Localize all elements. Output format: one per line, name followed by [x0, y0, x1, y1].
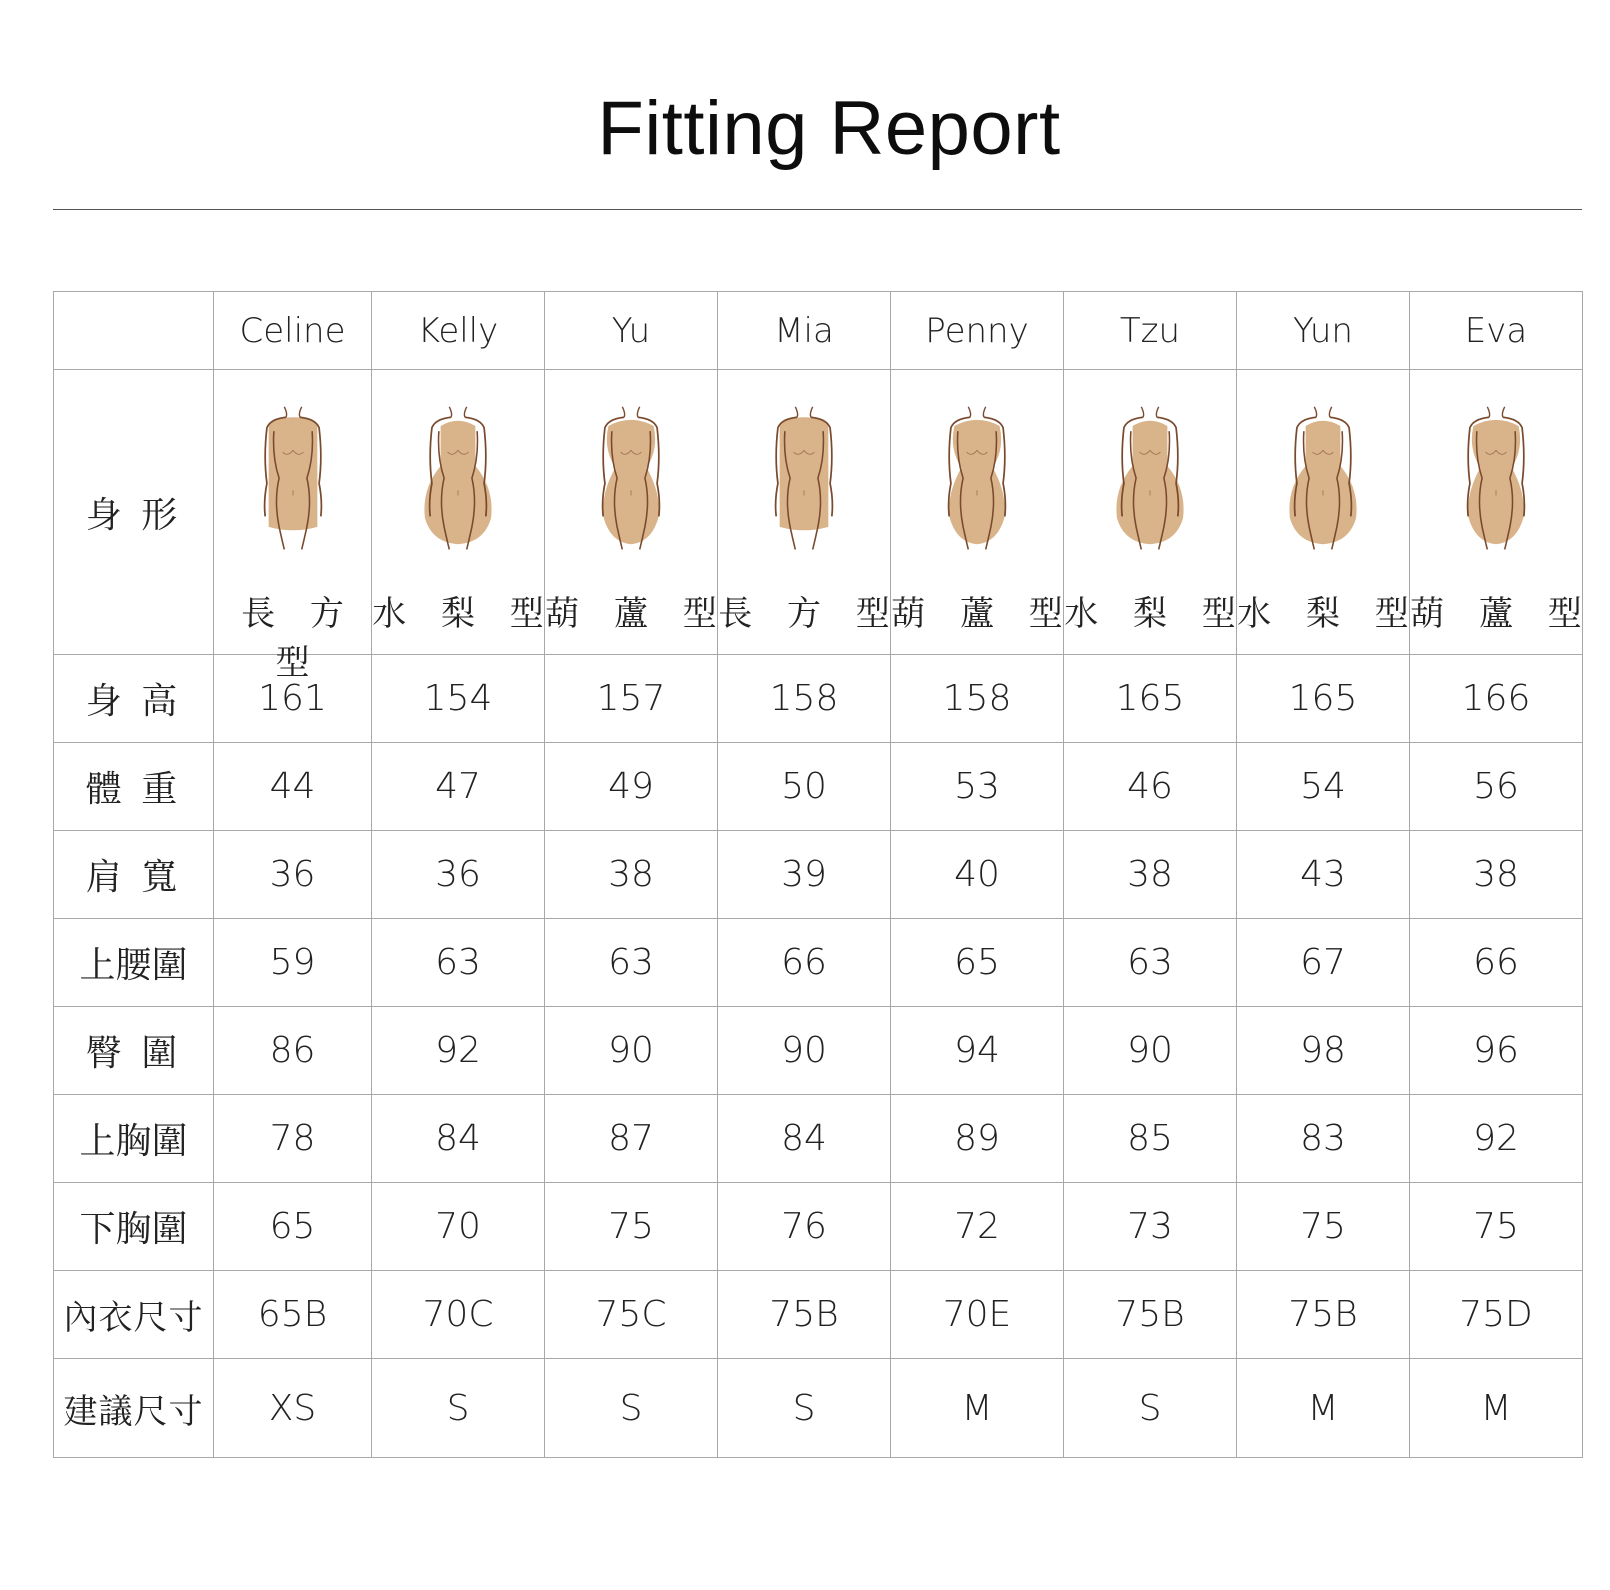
cell-upper-bust: 84: [372, 1095, 545, 1183]
cell-under-bust: 65: [214, 1183, 372, 1271]
page-title: Fitting Report: [597, 86, 1061, 171]
cell-shoulder: 38: [1410, 831, 1583, 919]
cell-shoulder: 38: [545, 831, 718, 919]
body-shape-cell: [1237, 370, 1421, 655]
row-label-upper-waist: 上腰圍: [54, 919, 214, 1007]
cell-hip: 96: [1410, 1007, 1583, 1095]
cell-upper-bust: 87: [545, 1095, 718, 1183]
cell-bra-size: 65B: [214, 1271, 372, 1359]
cell-weight: 50: [718, 743, 891, 831]
cell-height: 161: [214, 655, 372, 743]
row-label-shape: 身 形: [54, 370, 214, 655]
cell-height: 165: [1237, 655, 1410, 743]
pear-body-icon: [418, 370, 498, 568]
pear-body-icon: [1110, 370, 1190, 568]
column-header-name: Kelly: [372, 292, 545, 370]
cell-suggested-size: M: [891, 1359, 1064, 1458]
cell-hip: 94: [891, 1007, 1064, 1095]
cell-suggested-size: S: [545, 1359, 718, 1458]
body-shape-label: 水 梨 型: [1237, 594, 1421, 634]
hourglass-body-icon: [937, 370, 1017, 568]
cell-height: 165: [1064, 655, 1237, 743]
column-header-name: Mia: [718, 292, 891, 370]
body-shape-cell: [891, 370, 1075, 655]
cell-upper-waist: 63: [545, 919, 718, 1007]
cell-upper-waist: 63: [1064, 919, 1237, 1007]
cell-shoulder: 39: [718, 831, 891, 919]
body-shape-cell: [214, 370, 372, 683]
cell-upper-bust: 84: [718, 1095, 891, 1183]
column-header-name: Penny: [891, 292, 1064, 370]
cell-hip: 92: [372, 1007, 545, 1095]
cell-hip: 86: [214, 1007, 372, 1095]
cell-under-bust: 73: [1064, 1183, 1237, 1271]
cell-suggested-size: S: [372, 1359, 545, 1458]
cell-suggested-size: S: [1064, 1359, 1237, 1458]
body-shape-label: 葫 蘆 型: [1410, 594, 1594, 634]
cell-bra-size: 75D: [1410, 1271, 1583, 1359]
cell-weight: 44: [214, 743, 372, 831]
row-label-upper-bust: 上胸圍: [54, 1095, 214, 1183]
row-label-bra-size: 內衣尺寸: [54, 1271, 214, 1359]
column-header-name: Eva: [1410, 292, 1583, 370]
cell-bra-size: 70C: [372, 1271, 545, 1359]
cell-height: 157: [545, 655, 718, 743]
cell-under-bust: 72: [891, 1183, 1064, 1271]
cell-upper-waist: 67: [1237, 919, 1410, 1007]
row-label-suggested-size: 建議尺寸: [54, 1359, 214, 1458]
body-shape-cell: [1064, 370, 1248, 655]
cell-upper-bust: 89: [891, 1095, 1064, 1183]
cell-bra-size: 75B: [1064, 1271, 1237, 1359]
cell-under-bust: 75: [545, 1183, 718, 1271]
cell-under-bust: 76: [718, 1183, 891, 1271]
body-shape-cell: [372, 370, 556, 655]
column-header-name: Tzu: [1064, 292, 1237, 370]
cell-upper-waist: 66: [718, 919, 891, 1007]
cell-upper-waist: 59: [214, 919, 372, 1007]
cell-weight: 54: [1237, 743, 1410, 831]
pear-body-icon: [1283, 370, 1363, 568]
row-label-height: 身 高: [54, 655, 214, 743]
body-shape-label: 水 梨 型: [1064, 594, 1248, 634]
cell-shoulder: 38: [1064, 831, 1237, 919]
body-shape-label: 葫 蘆 型: [545, 594, 729, 634]
cell-weight: 49: [545, 743, 718, 831]
cell-suggested-size: M: [1237, 1359, 1410, 1458]
cell-shoulder: 40: [891, 831, 1064, 919]
row-label-weight: 體 重: [54, 743, 214, 831]
column-header-name: Yun: [1237, 292, 1410, 370]
row-label-under-bust: 下胸圍: [54, 1183, 214, 1271]
cell-hip: 98: [1237, 1007, 1410, 1095]
cell-under-bust: 75: [1410, 1183, 1583, 1271]
cell-weight: 56: [1410, 743, 1583, 831]
cell-upper-bust: 85: [1064, 1095, 1237, 1183]
body-shape-cell: [718, 370, 902, 655]
row-label-hip: 臀 圍: [54, 1007, 214, 1095]
column-header-name: Celine: [214, 292, 372, 370]
cell-upper-waist: 65: [891, 919, 1064, 1007]
cell-bra-size: 75B: [718, 1271, 891, 1359]
cell-height: 158: [718, 655, 891, 743]
column-header-name: Yu: [545, 292, 718, 370]
cell-height: 166: [1410, 655, 1583, 743]
row-label-shoulder: 肩 寬: [54, 831, 214, 919]
body-shape-cell: [1410, 370, 1594, 655]
cell-shoulder: 36: [372, 831, 545, 919]
body-shape-label: 葫 蘆 型: [891, 594, 1075, 634]
cell-upper-bust: 78: [214, 1095, 372, 1183]
cell-height: 158: [891, 655, 1064, 743]
hourglass-body-icon: [591, 370, 671, 568]
cell-weight: 47: [372, 743, 545, 831]
cell-upper-bust: 83: [1237, 1095, 1410, 1183]
cell-bra-size: 70E: [891, 1271, 1064, 1359]
rectangle-body-icon: [253, 370, 333, 568]
hourglass-body-icon: [1456, 370, 1536, 568]
rectangle-body-icon: [764, 370, 844, 568]
body-shape-cell: [545, 370, 729, 655]
title-divider: [53, 209, 1582, 210]
cell-shoulder: 36: [214, 831, 372, 919]
cell-shoulder: 43: [1237, 831, 1410, 919]
cell-suggested-size: S: [718, 1359, 891, 1458]
cell-bra-size: 75B: [1237, 1271, 1410, 1359]
body-shape-label: 長 方 型: [241, 594, 356, 683]
cell-hip: 90: [1064, 1007, 1237, 1095]
fitting-table: [53, 291, 1594, 1458]
cell-upper-waist: 66: [1410, 919, 1583, 1007]
cell-height: 154: [372, 655, 545, 743]
cell-hip: 90: [545, 1007, 718, 1095]
cell-weight: 46: [1064, 743, 1237, 831]
body-shape-label: 長 方 型: [718, 594, 902, 634]
corner-cell: [54, 292, 214, 370]
cell-upper-waist: 63: [372, 919, 545, 1007]
cell-under-bust: 70: [372, 1183, 545, 1271]
cell-suggested-size: XS: [214, 1359, 372, 1458]
cell-under-bust: 75: [1237, 1183, 1410, 1271]
cell-upper-bust: 92: [1410, 1095, 1583, 1183]
cell-suggested-size: M: [1410, 1359, 1583, 1458]
body-shape-label: 水 梨 型: [372, 594, 556, 634]
cell-bra-size: 75C: [545, 1271, 718, 1359]
cell-weight: 53: [891, 743, 1064, 831]
cell-hip: 90: [718, 1007, 891, 1095]
